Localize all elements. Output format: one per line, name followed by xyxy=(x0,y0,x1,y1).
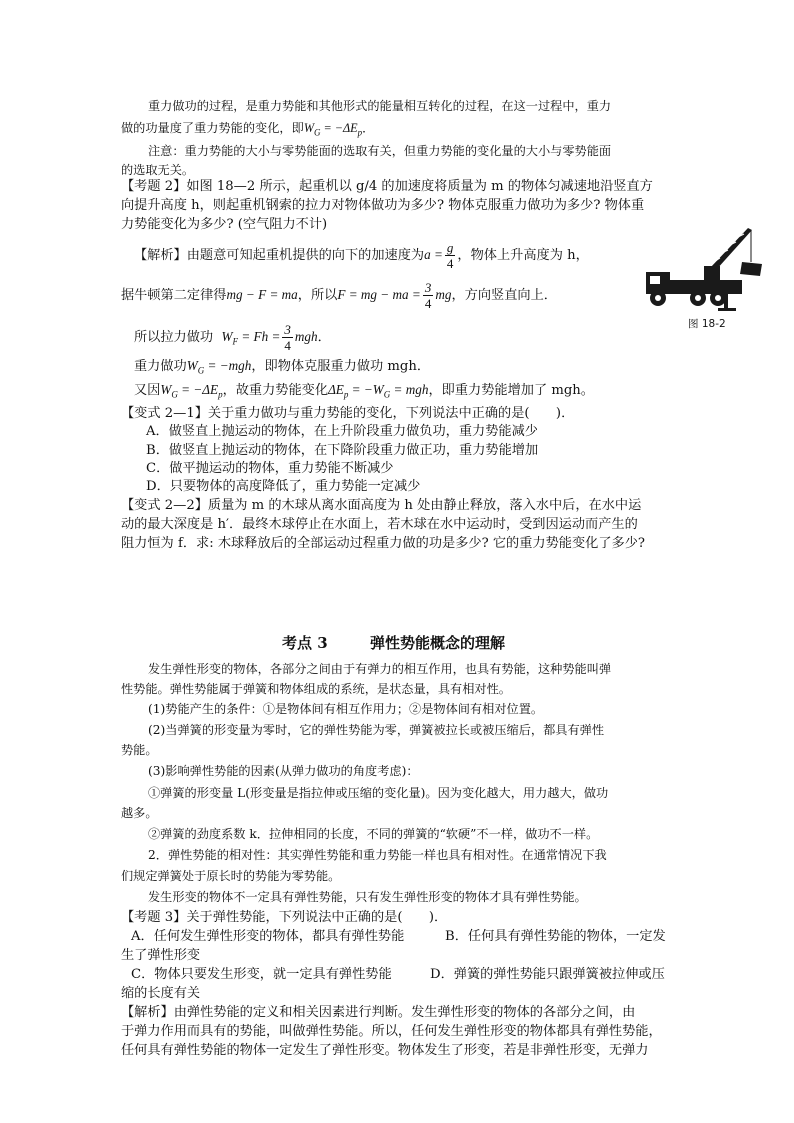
solution-line xyxy=(134,356,430,381)
solution-text: ，故重力势能变化 xyxy=(222,383,329,398)
formula: = −ΔE xyxy=(320,121,358,135)
solution-line xyxy=(134,380,594,405)
para-line: 2．弹性势能的相对性：其实弹性势能和重力势能一样也具有相对性。在通常情况下我 xyxy=(148,848,607,862)
formula: = −W xyxy=(348,382,384,397)
option-c: C．物体只要发生形变，就一定具有弹性势能 xyxy=(131,967,392,982)
wheel-hub xyxy=(715,295,721,301)
option-d-cont: 缩的长度有关 xyxy=(121,986,201,1001)
question-line: 【考题 2】如图 18—2 所示，起重机以 g/4 的加速度将质量为 m 的物体匀减速地沿竖直方 xyxy=(121,179,653,194)
figure-caption: 图 18-2 xyxy=(688,318,726,330)
fraction-numerator: 3 xyxy=(424,280,432,295)
formula: F = mg − ma = xyxy=(337,287,421,302)
solution-line xyxy=(121,280,557,311)
fraction-denominator: 4 xyxy=(284,338,291,353)
option-d: D．弹簧的弹性势能只跟弹簧被拉伸或压 xyxy=(430,967,665,982)
wheel-hub xyxy=(695,295,701,301)
variant-line: 【变式 2—2】质量为 m 的木球从离水面高度为 h 处由静止释放，落入水中后，在水中运 xyxy=(121,498,642,513)
formula: a = xyxy=(424,247,443,262)
formula: ΔE xyxy=(328,382,344,397)
option-b-cont: 生了弹性形变 xyxy=(121,948,201,963)
formula-sub: p xyxy=(357,127,363,138)
question-line: 力势能变化为多少? (空气阻力不计) xyxy=(121,217,328,232)
solution-text: ． xyxy=(317,330,331,345)
formula-sub: G xyxy=(171,389,178,400)
option-b: B．做竖直上抛运动的物体，在下降阶段重力做正功，重力势能增加 xyxy=(146,443,539,458)
formula: W xyxy=(221,329,233,344)
solution-text: 所以拉力做功 xyxy=(134,330,214,345)
para-line: 重力做功的过程，是重力势能和其他形式的能量相互转化的过程，在这一过程中，重力 xyxy=(148,99,612,113)
formula: W xyxy=(160,382,172,397)
fraction xyxy=(423,280,434,311)
option-c: C．做平抛运动的物体，重力势能不断减少 xyxy=(146,461,394,476)
solution-line xyxy=(134,322,331,353)
para-line: ①弹簧的形变量 L(形变量是指拉伸或压缩的变化量)。因为变化越大，用力越大，做功 xyxy=(148,786,609,800)
para-line: (1)势能产生的条件：①是物体间有相互作用力；②是物体间有相对位置。 xyxy=(148,702,544,716)
para-line: (3)影响弹性势能的因素(从弹力做功的角度考虑)： xyxy=(148,764,419,778)
fraction-numerator: g xyxy=(446,240,454,255)
solution-text: 又因 xyxy=(134,383,161,398)
para-line xyxy=(121,118,374,142)
fraction-denominator: 4 xyxy=(424,296,432,311)
option-d: D．只要物体的高度降低了，重力势能一定减少 xyxy=(146,479,421,494)
para-text: ． xyxy=(362,121,375,135)
para-line: 发生弹性形变的物体，各部分之间由于有弹力的相互作用，也具有势能，这种势能叫弹 xyxy=(148,662,612,676)
solution-line: 任何具有弹性势能的物体一定发生了弹性形变。物体发生了形变，若是非弹性形变，无弹力 xyxy=(121,1043,649,1058)
para-line: 性势能。弹性势能属于弹簧和物体组成的系统，是状态量，具有相对性。 xyxy=(121,682,511,696)
variant-line: 【变式 2—1】关于重力做功与重力势能的变化，下列说法中正确的是( )． xyxy=(121,406,575,421)
para-line: 发生形变的物体不一定具有弹性势能，只有发生弹性形变的物体才具有弹性势能。 xyxy=(148,890,587,904)
option-a: A．任何发生弹性形变的物体，都具有弹性势能 xyxy=(131,929,405,944)
solution-line: 于弹力作用而具有的势能，叫做弹性势能。所以，任何发生弹性形变的物体都具有弹性势能， xyxy=(121,1024,662,1039)
solution-line xyxy=(134,240,589,271)
crane-chassis xyxy=(670,280,742,294)
option-a: A．做竖直上抛运动的物体，在上升阶段重力做负功，重力势能减少 xyxy=(146,424,538,439)
formula: W xyxy=(303,121,314,135)
outrigger-foot xyxy=(718,308,736,311)
question-line: 【考题 3】关于弹性势能，下列说法中正确的是( )． xyxy=(121,910,448,925)
section-title: 弹性势能概念的理解 xyxy=(370,634,506,652)
para-line: 越多。 xyxy=(121,806,158,820)
para-line: 们规定弹簧处于原长时的势能为零势能。 xyxy=(121,869,341,883)
crane-window xyxy=(650,276,660,284)
outrigger xyxy=(724,294,728,310)
fraction xyxy=(282,322,293,353)
solution-text: ，即重力势能增加了 mgh。 xyxy=(428,383,594,398)
formula: mg − F = ma xyxy=(226,287,298,302)
solution-text: 据牛顿第二定律得 xyxy=(121,288,227,303)
formula: = mgh xyxy=(390,382,429,397)
formula: mg xyxy=(435,287,452,302)
fraction xyxy=(445,240,456,271)
para-line: 势能。 xyxy=(121,743,158,757)
section-number: 考点 3 xyxy=(282,634,328,652)
solution-text: ，所以 xyxy=(297,288,338,303)
formula-sub: G xyxy=(383,389,391,400)
formula-sub: p xyxy=(343,389,349,400)
solution-text: ，即物体克服重力做功 mgh． xyxy=(251,359,431,374)
solution-line: 【解析】由弹性势能的定义和相关因素进行判断。发生弹性形变的物体的各部分之间，由 xyxy=(121,1005,636,1020)
formula: = −mgh xyxy=(204,358,252,373)
formula-sub: G xyxy=(313,127,321,138)
wheel-hub xyxy=(655,295,661,301)
formula: W xyxy=(186,358,198,373)
solution-text: 【解析】由题意可知起重机提供的向下的加速度为 xyxy=(134,248,425,263)
para-line: 的选取无关。 xyxy=(121,163,195,177)
fraction-denominator: 4 xyxy=(446,256,454,271)
solution-text: 重力做功 xyxy=(134,359,187,374)
variant-line: 阻力恒为 f．求: 木球释放后的全部运动过程重力做的功是多少? 它的重力势能变化了多少? xyxy=(121,536,645,551)
formula-sub: F xyxy=(232,336,239,347)
crane-figure xyxy=(640,222,768,314)
para-line: (2)当弹簧的形变量为零时，它的弹性势能为零，弹簧被拉长或被压缩后，都具有弹性 xyxy=(148,723,605,737)
question-line: 向提升高度 h，则起重机钢索的拉力对物体做功为多少? 物体克服重力做功为多少? 物体重 xyxy=(121,198,645,213)
formula: = −ΔE xyxy=(177,382,219,397)
crane-load xyxy=(740,262,762,276)
formula-sub: p xyxy=(218,389,223,400)
option-b: B．任何具有弹性势能的物体，一定发 xyxy=(445,929,666,944)
solution-text: ，物体上升高度为 h， xyxy=(457,248,589,263)
solution-text: ，方向竖直向上． xyxy=(451,288,557,303)
formula-sub: G xyxy=(197,365,205,376)
formula: = Fh = xyxy=(238,329,281,344)
para-line: ②弹簧的劲度系数 k．拉伸相同的长度，不同的弹簧的“软硬”不一样，做功不一样。 xyxy=(148,827,599,841)
para-line: 注意：重力势能的大小与零势能面的选取有关，但重力势能的变化量的大小与零势能面 xyxy=(148,144,612,158)
para-text: 做的功量度了重力势能的变化，即 xyxy=(121,121,304,135)
fraction-numerator: 3 xyxy=(284,322,291,337)
formula: mgh xyxy=(294,329,318,344)
variant-line: 动的最大深度是 h′．最终木球停止在水面上，若木球在水中运动时，受到因运动而产生的 xyxy=(121,517,638,532)
